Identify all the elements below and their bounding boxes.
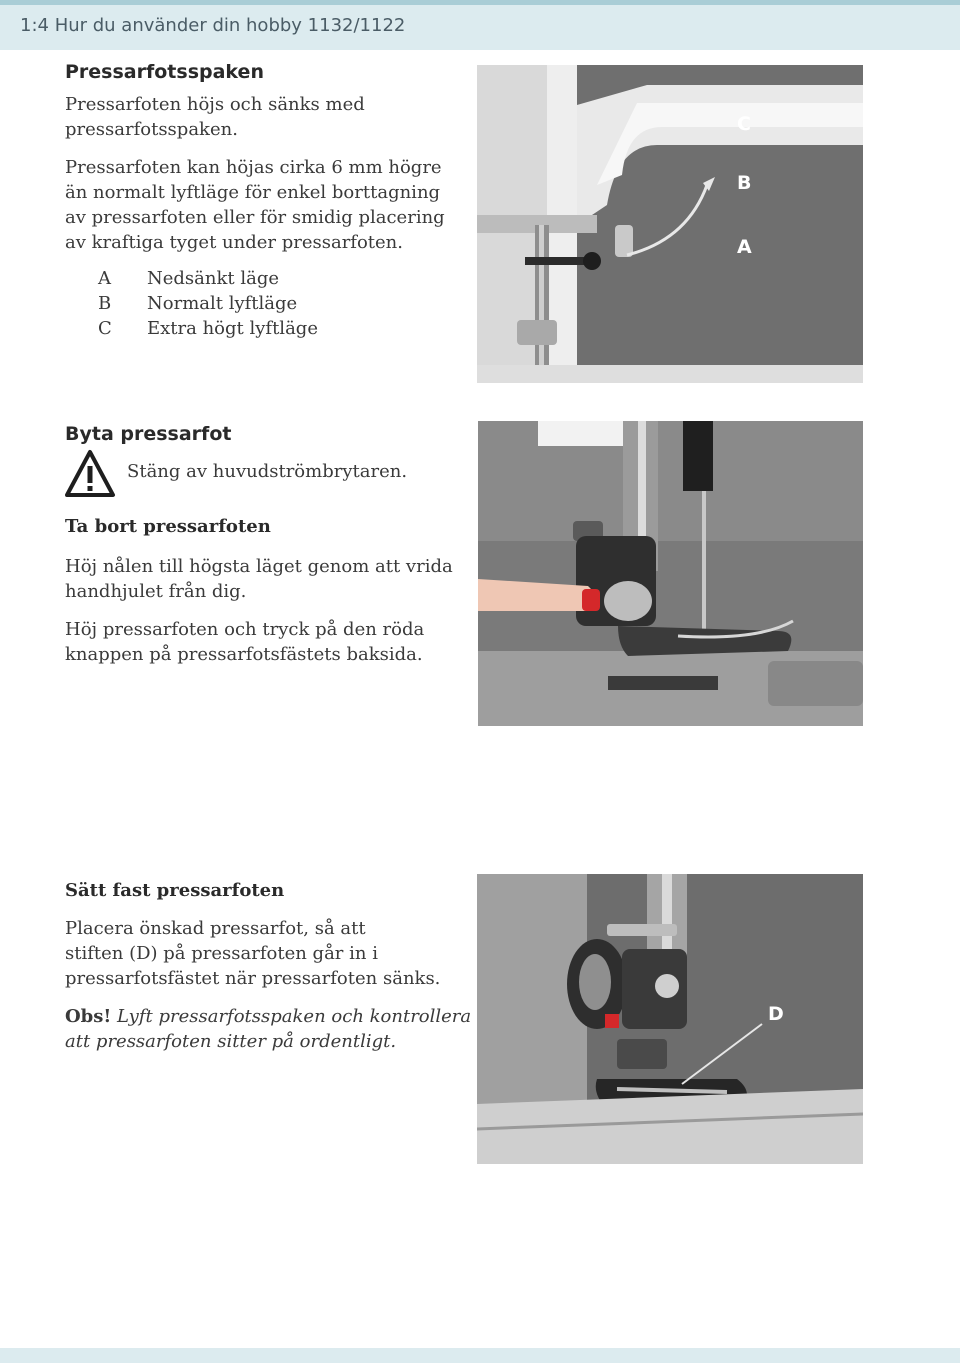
position-label-b: B <box>737 172 752 194</box>
section1-paragraph-2 <box>65 155 445 255</box>
legend-text: Nedsänkt läge <box>147 268 280 289</box>
text-line: Pressarfoten höjs och sänks med <box>65 94 365 115</box>
text-line: pressarfotsfästet när pressarfoten sänks. <box>65 968 441 989</box>
text-line: av pressarfoten eller för smidig placering <box>65 207 445 228</box>
obs-label: Obs! <box>65 1006 112 1027</box>
warning-triangle-icon <box>64 449 116 498</box>
presser-foot-lever-photo <box>477 65 863 383</box>
section2-paragraph-1 <box>65 554 453 604</box>
text-line: än normalt lyftläge för enkel borttagning <box>65 182 441 203</box>
legend-key: A <box>98 268 111 289</box>
legend-text: Extra högt lyftläge <box>147 318 318 339</box>
legend-row <box>65 291 318 316</box>
text-line: stiften (D) på pressarfoten går in i <box>65 943 378 964</box>
page-header-bar <box>0 0 960 50</box>
text-line: Höj nålen till högsta läget genom att vrida <box>65 556 453 577</box>
text-line: av kraftiga tyget under pressarfoten. <box>65 232 404 253</box>
section-title-pressarfotsspaken: Pressarfotsspaken <box>65 61 264 83</box>
obs-line-1 <box>65 1004 471 1029</box>
section-title-byta-pressarfot: Byta pressarfot <box>65 423 232 445</box>
obs-text-line: att pressarfoten sitter på ordentligt. <box>65 1031 397 1052</box>
legend-row <box>65 266 318 291</box>
text-line: Placera önskad pressarfot, så att <box>65 918 366 939</box>
text-line: Höj pressarfoten och tryck på den röda <box>65 619 425 640</box>
page-footer-bar <box>0 1348 960 1363</box>
text-line: knappen på pressarfotsfästets baksida. <box>65 644 423 665</box>
text-line: Pressarfoten kan höjas cirka 6 mm högre <box>65 157 442 178</box>
section-title-satt-fast: Sätt fast pressarfoten <box>65 880 285 901</box>
section3-paragraph-1 <box>65 916 440 991</box>
legend-row <box>65 316 318 341</box>
position-label-a: A <box>737 236 752 258</box>
header-stripe <box>0 0 960 5</box>
legend-text: Normalt lyftläge <box>147 293 298 314</box>
pin-label-d: D <box>768 1003 784 1025</box>
subsection-title-ta-bort: Ta bort pressarfoten <box>65 516 271 537</box>
obs-note <box>65 1004 471 1054</box>
position-label-c: C <box>737 113 751 135</box>
legend-key: C <box>98 318 112 339</box>
legend-key: B <box>98 293 112 314</box>
section1-paragraph-1 <box>65 92 365 142</box>
warning-text: Stäng av huvudströmbrytaren. <box>127 461 408 482</box>
position-legend <box>65 266 318 341</box>
text-line: pressarfotsspaken. <box>65 119 238 140</box>
obs-text-line: Lyft pressarfotsspaken och kontrollera <box>117 1006 472 1027</box>
section2-paragraph-2 <box>65 617 424 667</box>
page-header-title: 1:4 Hur du använder din hobby 1132/1122 <box>20 15 406 36</box>
attach-presser-foot-photo <box>477 874 863 1164</box>
text-line: handhjulet från dig. <box>65 581 247 602</box>
remove-presser-foot-photo <box>478 421 863 726</box>
